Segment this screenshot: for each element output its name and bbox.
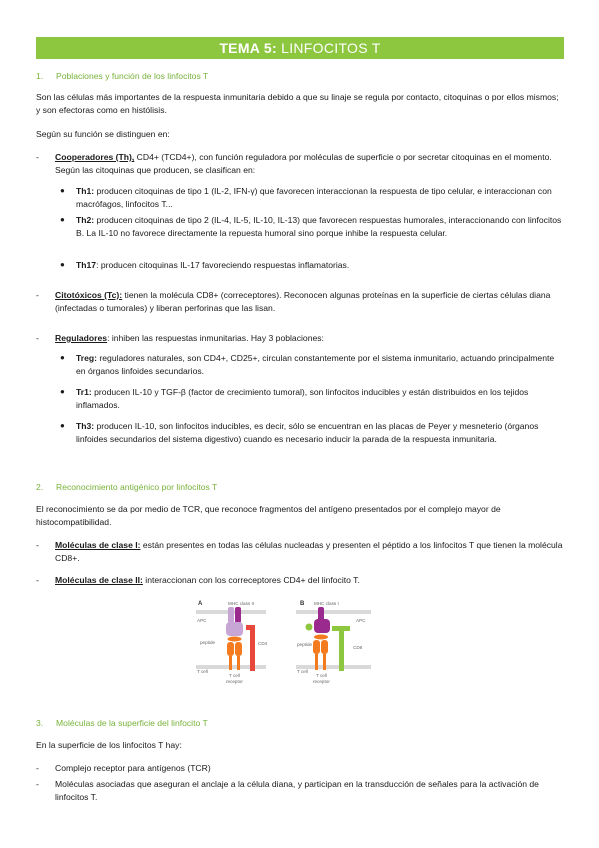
term-cooperadores: Cooperadores (Th), — [55, 152, 135, 162]
mhc-ii-alpha-chain — [228, 607, 234, 623]
tcr-label-line2: receptor — [226, 679, 243, 684]
panel-a — [196, 601, 268, 684]
bullet-mark: ● — [60, 421, 65, 430]
tcell-label: T cell — [297, 669, 308, 674]
peptide-shape — [228, 637, 242, 642]
peptide-label: peptide — [200, 640, 216, 645]
peptide-shape — [314, 635, 328, 640]
term-th3: Th3: — [76, 421, 95, 431]
tcell-label: T cell — [197, 669, 208, 674]
term-reguladores: Reguladores — [55, 333, 108, 343]
section-number: 3. — [36, 718, 44, 728]
bullet-mark: ● — [60, 260, 65, 269]
tcr-alpha — [313, 640, 320, 654]
term-th17: Th17 — [76, 260, 97, 270]
tcr-label-line1: T cell — [229, 673, 240, 678]
cd4-coreceptor — [246, 625, 255, 671]
section-1-intro: Son las células más importantes de la respuesta inmunitaria debido a que su linaje se regula por contacto, citoquinas o por ellos mismos; y son efectoras como en histólisis. — [36, 92, 559, 115]
item-moleculas-text: Moléculas asociadas que aseguran el anclaje a la célula diana, y participan en la transducción de señales para la activación de linfocitos T. — [55, 779, 539, 802]
dash-mark: - — [36, 779, 39, 789]
list-item-th3 — [60, 420, 564, 446]
section-title: Moléculas de la superficie del linfocito T — [56, 718, 208, 728]
cd4-label: CD4 — [258, 641, 268, 646]
apc-label: APC — [197, 618, 207, 623]
section-number: 2. — [36, 482, 44, 492]
section-3-intro: En la superficie de los linfocitos T hay: — [36, 740, 182, 750]
item-tcr-text: Complejo receptor para antígenos (TCR) — [55, 763, 211, 773]
peptide-label: peptide — [297, 642, 313, 647]
list-item-th1 — [60, 185, 564, 211]
list-item-moleculas-asociadas — [36, 778, 564, 804]
list-item-mhc-class-ii — [36, 574, 564, 587]
list-item-th17 — [60, 259, 564, 272]
desc-reguladores: : inhiben las respuestas inmunitarias. Hay 3 poblaciones: — [107, 333, 324, 343]
list-item-citotoxicos — [36, 289, 564, 315]
bullet-mark: ● — [60, 186, 65, 195]
list-item-th2 — [60, 214, 564, 240]
dash-mark: - — [36, 575, 39, 585]
term-tr1: Tr1: — [76, 387, 92, 397]
beta2-microglobulin — [306, 624, 313, 631]
desc-mhc-class-i: están presentes en todas las células nucleadas y presenten el péptido a los linfocitos T que tienen la molécula CD8+. — [55, 540, 563, 563]
bullet-mark: ● — [60, 215, 65, 224]
dash-mark: - — [36, 333, 39, 343]
section-3-heading — [36, 717, 208, 730]
list-item-tr1 — [60, 386, 564, 412]
tcr-alpha — [227, 642, 234, 656]
mhc-i-heavy-chain — [318, 607, 324, 621]
dash-mark: - — [36, 763, 39, 773]
section-number: 1. — [36, 71, 44, 81]
dash-mark: - — [36, 152, 39, 162]
panel-a-label: A — [198, 601, 203, 607]
desc-citotoxicos: tienen la molécula CD8+ (correceptores). Reconocen algunas proteínas en la superficie de ciertas células diana (infectadas o tumorales) y liberan perforinas que las lisan. — [55, 290, 551, 313]
list-item-treg — [60, 352, 564, 378]
mhc-ii-label: MHC class II — [228, 601, 255, 606]
mhc-i-groove — [314, 619, 330, 633]
desc-mhc-class-ii: interaccionan con los correceptores CD4+ del linfocito T. — [142, 575, 360, 585]
dash-mark: - — [36, 540, 39, 550]
term-citotoxicos: Citotóxicos (Tc): — [55, 290, 123, 300]
mhc-ii-groove — [226, 622, 243, 636]
apc-label: APC — [356, 618, 366, 623]
tcr-label-line1: T cell — [316, 673, 327, 678]
desc-treg: reguladores naturales, son CD4+, CD25+, circulan constantemente por el sistema inmunitario, actuando principalmente en órganos linfoides secundarios. — [76, 353, 555, 376]
term-treg: Treg: — [76, 353, 98, 363]
tcr-mhc-figure — [196, 597, 406, 693]
term-th2: Th2: — [76, 215, 95, 225]
desc-th3: producen IL-10, son linfocitos inducibles, es decir, sólo se encuentran en las placas de Peyer y mesneterio (órganos linfoides secundarios del sistema digestivo) cuando es necesario inducir la parada de la respuesta inmunitaria. — [76, 421, 539, 444]
list-item-reguladores — [36, 332, 564, 345]
term-mhc-class-i: Moléculas de clase I: — [55, 540, 141, 550]
tcr-label-line2: receptor — [313, 679, 330, 684]
tcr-beta — [321, 640, 328, 654]
list-item-tcr — [36, 762, 564, 775]
bullet-mark: ● — [60, 353, 65, 362]
list-item-mhc-class-i — [36, 539, 564, 565]
desc-cooperadores: CD4+ (TCD4+), con función reguladora por moléculas de superficie o por secretar citoquinas en el momento. Según las citoquinas que producen, se clasifican en: — [55, 152, 552, 175]
panel-b — [296, 601, 371, 684]
mhc-ii-beta-chain — [235, 607, 241, 623]
title-text: LINFOCITOS T — [276, 40, 381, 56]
desc-tr1: producen IL-10 y TGF-β (factor de crecimiento tumoral), son linfocitos inducibles y están distribuidos en los tejidos inflamados. — [76, 387, 529, 410]
section-2-intro: El reconocimiento se da por medio de TCR, que reconoce fragmentos del antígeno presentados por el complejo mayor de histocompatibilidad. — [36, 504, 501, 527]
section-1-heading — [36, 70, 208, 83]
section-title: Poblaciones y función de los linfocitos T — [56, 71, 209, 81]
list-item-cooperadores — [36, 151, 564, 177]
section-2-heading — [36, 481, 217, 494]
panel-b-label: B — [300, 601, 305, 607]
cd8-label: CD8 — [353, 645, 363, 650]
title-prefix: TEMA 5: — [219, 40, 277, 56]
section-1-segun: Según su función se distinguen en: — [36, 129, 170, 139]
apc-membrane — [296, 610, 371, 614]
desc-th17: : producen citoquinas IL-17 favoreciendo respuestas inflamatorias. — [96, 260, 350, 270]
bullet-mark: ● — [60, 387, 65, 396]
title-banner — [36, 37, 564, 59]
desc-th2: producen citoquinas de tipo 2 (IL-4, IL-5, IL-10, IL-13) que favorecen respuestas humorales, interaccionando con linfocitos B. La IL-10 no favorece directamente la repuesta humoral sino porque inhibe la respuesta celular. — [76, 215, 562, 238]
cd8-coreceptor — [332, 626, 350, 671]
term-mhc-class-ii: Moléculas de clase II: — [55, 575, 143, 585]
mhc-i-label: MHC class I — [314, 601, 339, 606]
section-title: Reconocimiento antigénico por linfocitos T — [56, 482, 218, 492]
term-th1: Th1: — [76, 186, 95, 196]
dash-mark: - — [36, 290, 39, 300]
desc-th1: producen citoquinas de tipo 1 (IL-2, IFN-γ) que favorecen interaccionan la respuesta de tipo celular, e interaccionan con macrófagos, linfocitos T... — [76, 186, 552, 209]
tcr-beta — [235, 642, 242, 656]
